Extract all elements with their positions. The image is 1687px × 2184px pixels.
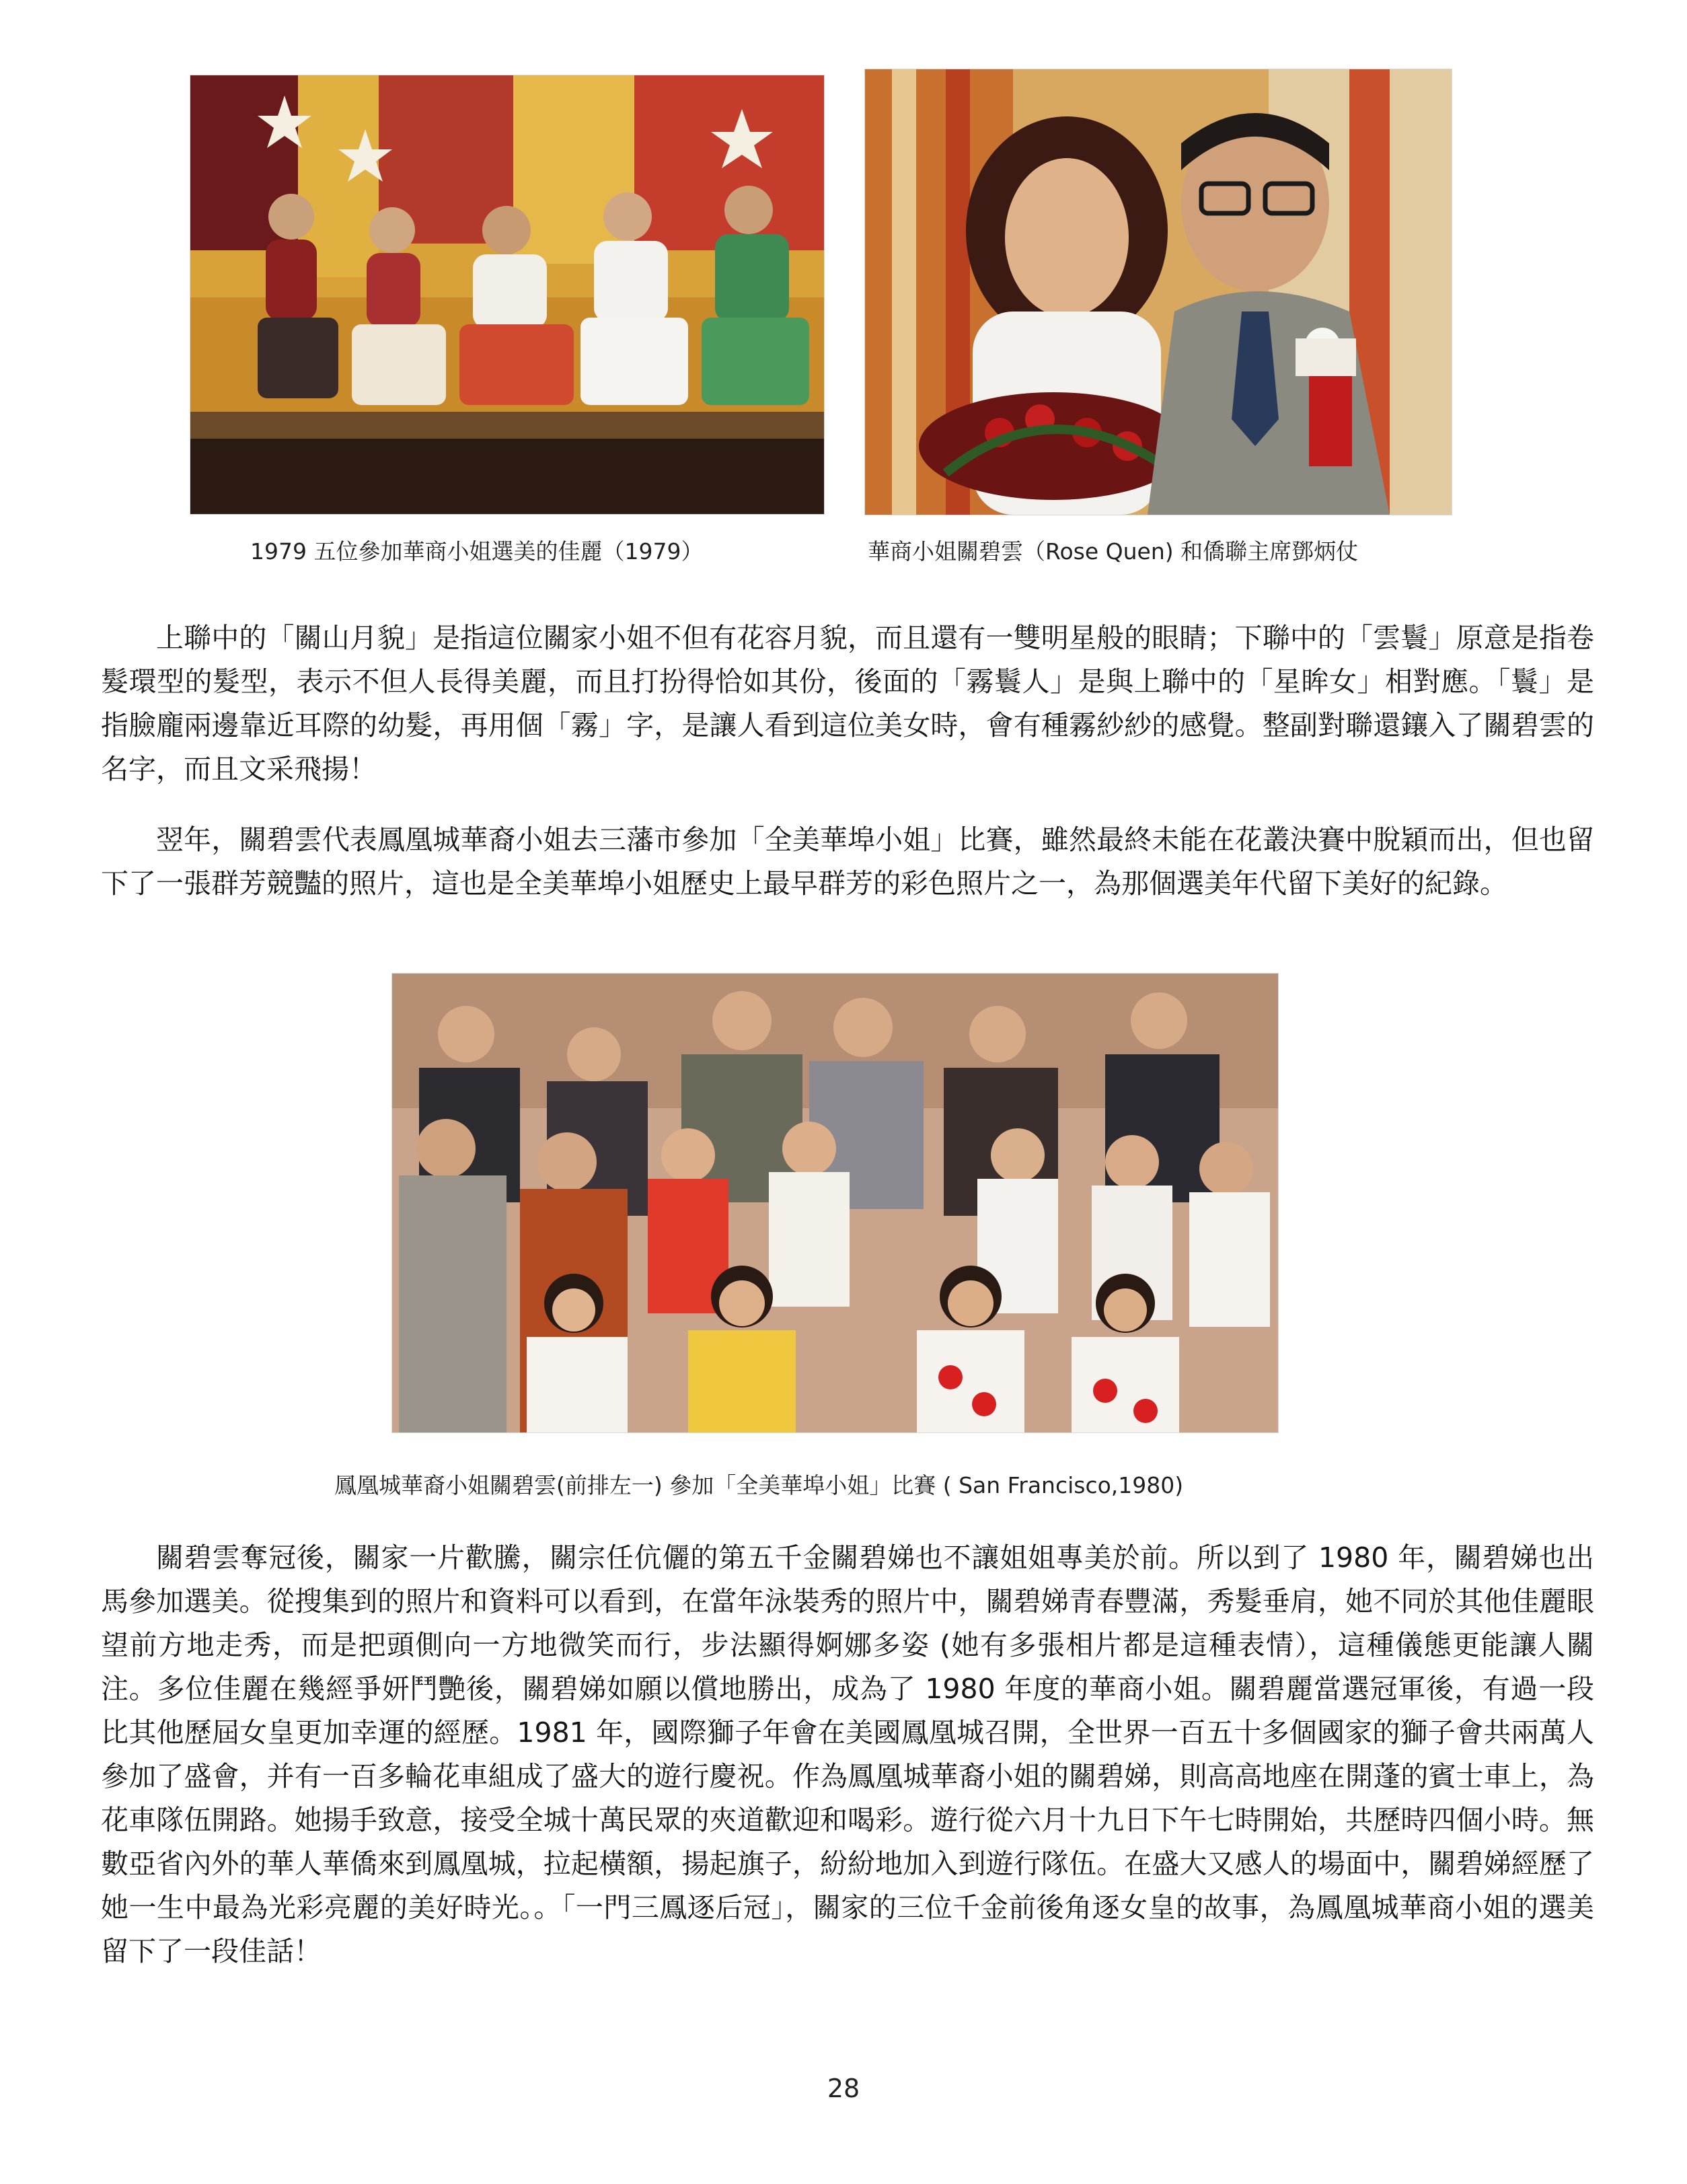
photo-contestants-1979 — [190, 75, 824, 514]
caption-rose-quen-and-chairman: 華商小姐關碧雲（Rose Quen) 和僑聯主席鄧炳仗 — [868, 538, 1359, 565]
photo-group-image — [392, 974, 1278, 1432]
caption-group-san-francisco: 鳳凰城華裔小姐關碧雲(前排左一) 參加「全美華埠小姐」比賽 ( San Francisco,1980) — [334, 1472, 1184, 1498]
photo-contestants-1979-image — [190, 75, 824, 514]
caption-contestants-1979: 1979 五位參加華商小姐選美的佳麗（1979） — [250, 538, 704, 565]
body-paragraph-3: 關碧雲奪冠後，關家一片歡騰，關宗任伉儷的第五千金關碧娣也不讓姐姐專美於前。所以到了 1980 年，關碧娣也出馬參加選美。從搜集到的照片和資料可以看到，在當年泳裝秀的照片中，關碧娣青春豐滿，秀髮垂肩，她不同於其他佳麗眼望前方地走秀，而是把頭側向一方地微笑而行，步法顯得婀娜多姿 (她有多張相片都是這種表情），這種儀態更能讓人關注。多位佳麗在幾經爭妍鬥艷後，關碧娣如願以償地勝出，成為了 1980 年度的華商小姐。關碧麗當選冠軍後，有過一段比其他歷屆女皇更加幸運的經歷。1981 年，國際獅子年會在美國鳳凰城召開，全世界一百五十多個國家的獅子會共兩萬人參加了盛會，并有一百多輪花車組成了盛大的遊行慶祝。作為鳳凰城華裔小姐的關碧娣，則高高地座在開蓬的賓士車上，為花車隊伍開路。她揚手致意，接受全城十萬民眾的夾道歡迎和喝彩。遊行從六月十九日下午七時開始，共歷時四個小時。無數亞省內外的華人華僑來到鳳凰城，拉起橫額，揚起旗子，紛紛地加入到遊行隊伍。在盛大又感人的場面中，關碧娣經歷了她一生中最為光彩亮麗的美好時光。。「一門三鳳逐后冠」，關家的三位千金前後角逐女皇的故事，為鳳凰城華商小姐的選美留下了一段佳話！ — [101, 1541, 1594, 1967]
body-paragraph-2: 翌年，關碧雲代表鳳凰城華裔小姐去三藩市參加「全美華埠小姐」比賽，雖然最終未能在花叢決賽中脫穎而出，但也留下了一張群芳競豔的照片，這也是全美華埠小姐歷史上最早群芳的彩色照片之一，為那個選美年代留下美好的紀錄。 — [101, 824, 1594, 900]
page-number: 28 — [827, 2074, 860, 2103]
photo-rose-quen-image — [865, 69, 1452, 515]
body-paragraph-1: 上聯中的「關山月貌」是指這位關家小姐不但有花容月貌，而且還有一雙明星般的眼睛；下聯中的「雲鬟」原意是指卷髮環型的髮型，表示不但人長得美麗，而且打扮得恰如其份，後面的「霧鬟人」是與上聯中的「星眸女」相對應。「鬟」是指臉龐兩邊靠近耳際的幼髮，再用個「霧」字，是讓人看到這位美女時，會有種霧紗紗的感覺。整副對聯還鑲入了關碧雲的名字，而且文采飛揚！ — [101, 622, 1594, 785]
photo-rose-quen-and-chairman — [865, 69, 1452, 515]
photo-group-san-francisco — [392, 974, 1278, 1432]
